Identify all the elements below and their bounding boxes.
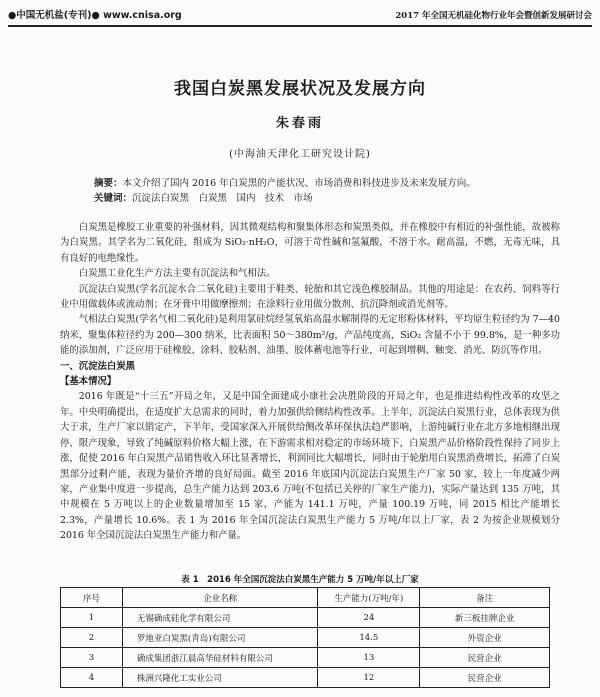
column-header: 备注 <box>420 588 550 608</box>
paragraph: 白炭黑是橡胶工业重要的补强材料，因其微观结构和聚集体形态和炭黑类似，并在橡胶中有相近的补强性能，故被称为白炭黑。其学名为二氧化硅，组成为 SiO₂·nH₂O，可溶于苛性碱和氢氟酸，不溶于水。耐高温，不燃，无毒无味，具有良好的电绝缘性。 <box>60 222 560 264</box>
article-title: 我国白炭黑发展状况及发展方向 <box>174 79 426 99</box>
author-name: 朱春雨 <box>275 116 324 131</box>
paragraph: 2016 年既是“十三五”开局之年，又是中国全面建成小康社会决胜阶段的开局之年，也是推进结构性改革的攻坚之年。中央明确提出，在适度扩大总需求的同时，着力加强供给侧结构性改革。上半年，沉淀法白炭黑行业，总体表现为供大于求，生产厂家以销定产，下半年，受国家深入开展供给侧改革环保执法趋严影响，上游纯碱行业在北方多地相继出现停、限产现象，导致了纯碱原料价格大幅上涨，在下游需求相对稳定的市场环境下，白炭黑产品价格阶段性保持了同步上涨，促使 2016 年白炭黑产品销售收入环比显著增长，利润同比大幅增长，同时由于轮胎用白炭黑消费增长，拓滞了白炭黑部分过剩产能，表现为量价齐增的良好局面。截至 2016 年底国内沉淀法白炭黑生产厂家 50 家，较上一年度减少两家，产业集中度进一步提高，总生产能力达到 203.6 万吨(不包括已关停的厂家生产能力)，实际产量达到 135 万吨，其中规模在 5 万吨以上的企业数量增加至 15 家，产能为 141.1 万吨，产量 100.19 万吨，同 2015 相比产能增长 2.3%，产量增长 10.6%。表 1 为 2016 年全国沉淀法白炭黑生产能力 5 万吨/年以上厂家，表 2 为按企业规模划分 2016 年全国沉淀法白炭黑生产能力和产量。 <box>60 391 560 542</box>
paragraph: 沉淀法白炭黑(学名沉淀水合二氧化硅)主要用于鞋类、轮胎和其它浅色橡胶制品。其他的用途是：在农药、饲料等行业中用做载体或流动剂；在牙膏中用做摩擦剂；在涂料行业用做分散剂、抗沉降剂或消光剂等。 <box>60 283 560 311</box>
table-cell: 株洲兴隆化工实业公司 <box>122 668 318 688</box>
paragraph: 气相法白炭黑(学名气相二氧化硅)是利用氯硅烷经氢氧焰高温水解制得的无定形粉体材料，平均原生粒径约为 7—40 纳米，聚集体粒径约为 200—300 纳米，比表面积 50～380m²/g，产品纯度高，SiO₂ 含量不小于 99.8%，是一种多功能的添加剂，广泛应用于硅橡胶、涂料、胶粘剂、油墨、胶体蓄电池等行业，可起到增稠、触变、消光、防沉等作用。 <box>60 314 560 357</box>
column-header: 生产能力(万吨/年) <box>318 588 420 608</box>
table-cell: 13 <box>318 648 420 668</box>
table-caption: 表 1 2016 年全国沉淀法白炭黑生产能力 5 万吨/年以上厂家 <box>181 575 419 585</box>
conference-name: 2017 年全国无机硅化物行业年会暨创新发展研讨会 <box>395 11 592 21</box>
table-cell: 1 <box>61 608 123 628</box>
table-cell: 民营企业 <box>420 668 550 688</box>
keywords <box>94 191 524 206</box>
table-cell: 12 <box>318 668 420 688</box>
table-cell: 14.5 <box>318 628 420 648</box>
keywords-text: 沉淀法白炭黑 白炭黑 国内 技术 市场 <box>132 193 313 204</box>
journal-name: ●中国无机盐(专刊)● www.cnisa.org <box>8 10 182 21</box>
table-cell: 罗地亚白炭黑(青岛)有限公司 <box>122 628 318 648</box>
section-heading: 一、沉淀法白炭黑 <box>60 360 136 372</box>
author-affiliation: (中海油天津化工研究设计院) <box>229 149 371 160</box>
abstract-text: 本文介绍了国内 2016 年白炭黑的产能状况、市场消费和科技进步及未来发展方向。 <box>122 178 476 189</box>
table-header-row <box>61 588 550 608</box>
table-cell: 民营企业 <box>420 648 550 668</box>
table-cell: 外资企业 <box>420 628 550 648</box>
column-header: 企业名称 <box>122 588 318 608</box>
table-cell: 新三板挂牌企业 <box>420 608 550 628</box>
column-header: 序号 <box>61 588 123 608</box>
table-row <box>61 648 550 668</box>
paragraph: 白炭黑工业化生产方法主要有沉淀法和气相法。 <box>78 268 276 280</box>
article-body <box>60 220 560 544</box>
table-row <box>61 668 550 688</box>
table-cell: 24 <box>318 608 420 628</box>
table-cell: 2 <box>61 628 123 648</box>
capacity-table <box>60 587 550 688</box>
table-row <box>61 608 550 628</box>
abstract-label: 摘要： <box>94 178 123 189</box>
table-cell: 4 <box>61 668 123 688</box>
keywords-label: 关键词： <box>94 193 133 204</box>
abstract <box>94 176 524 191</box>
table-cell: 确成集团浙江晨高华硅材料有限公司 <box>122 648 318 668</box>
running-header <box>8 7 592 27</box>
table-cell: 无锡确成硅化学有限公司 <box>122 608 318 628</box>
table-row <box>61 628 550 648</box>
subsection-heading: 【基本情况】 <box>60 376 117 388</box>
table-cell: 3 <box>61 648 123 668</box>
